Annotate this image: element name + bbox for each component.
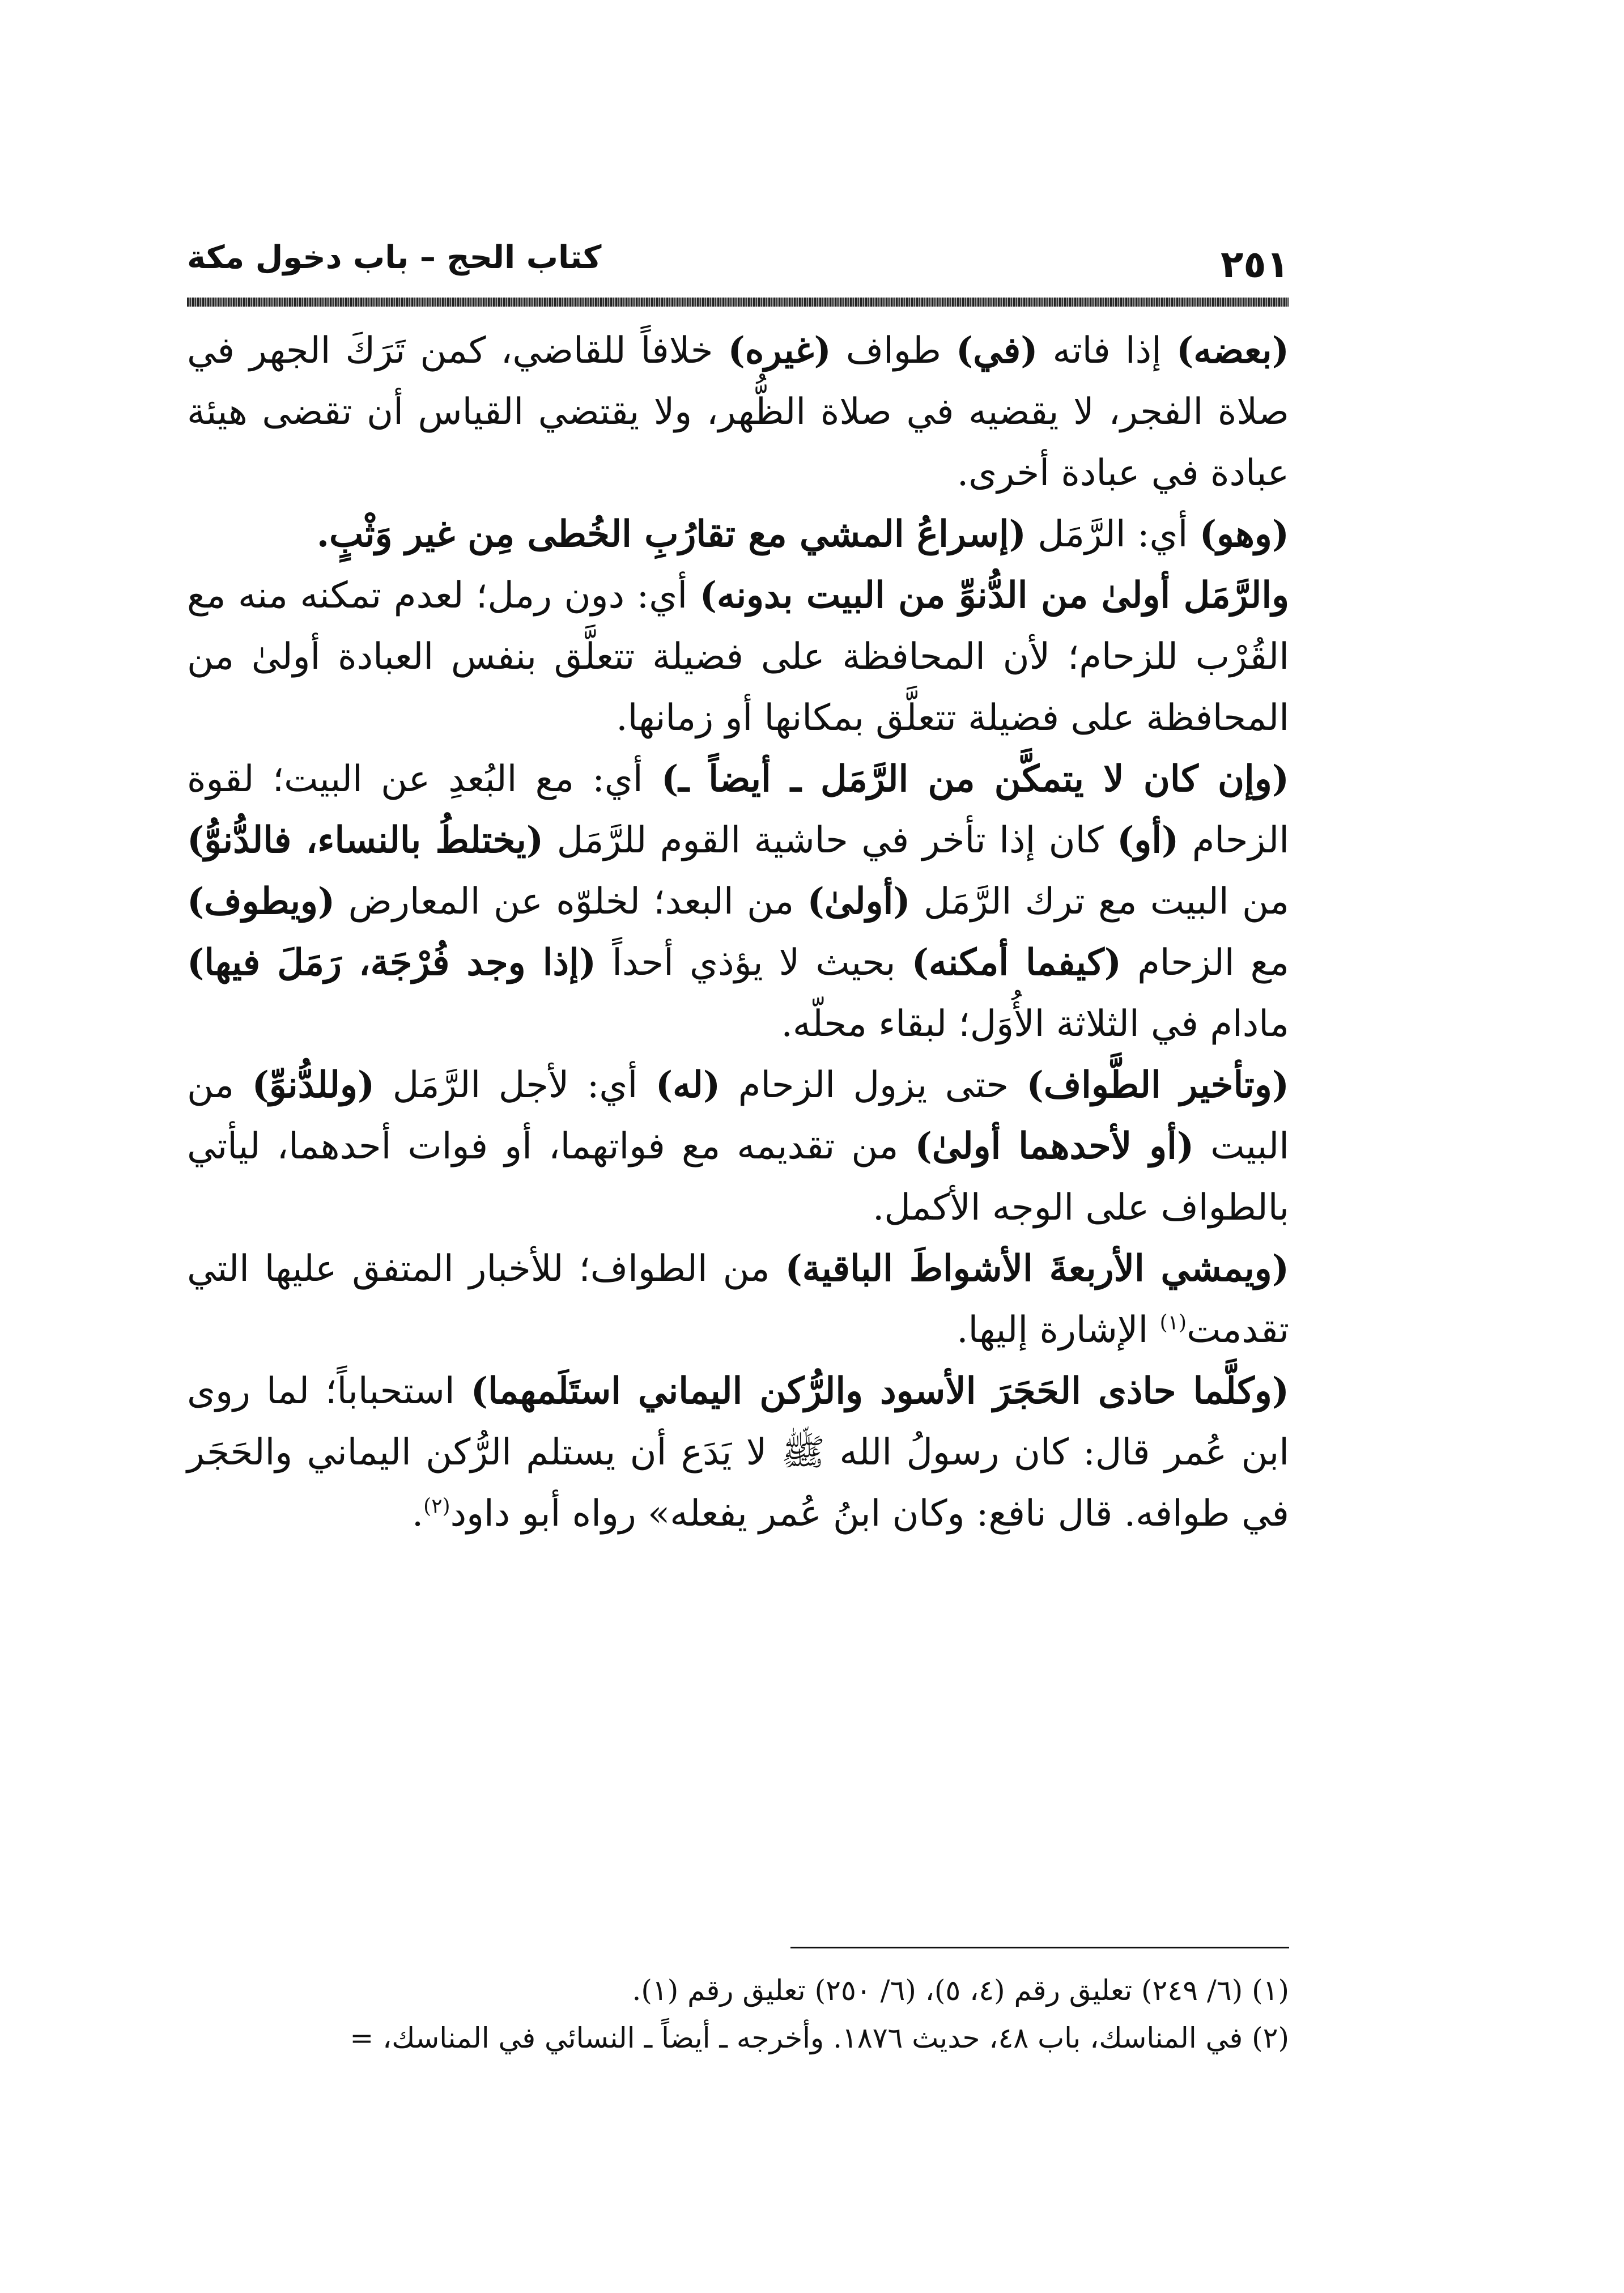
footnote-1: (١) (٦/ ٢٤٩) تعليق رقم (٤، ٥)، (٦/ ٢٥٠) تعليق رقم (١). [632, 1974, 1289, 2007]
commentary-text: كان إذا تأخر في حاشية القوم للرَّمَل [543, 819, 1117, 861]
commentary-text: أي: دون رمل؛ لعدم تمكنه منه مع القُرْب للزحام؛ لأن المحافظة على فضيلة تتعلَّق بنفس العبادة أولىٰ من المحافظة على فضيلة تتعلَّق بمكانها أو زمانها. [187, 575, 1289, 739]
matn-text: (أو لأحدهما أولىٰ) [915, 1125, 1194, 1167]
paragraph [187, 320, 1289, 504]
commentary-text: الإشارة إليها. [956, 1309, 1160, 1351]
commentary-text: مادام في الثلاثة الأُوَل؛ لبقاء محلّه. [781, 1003, 1289, 1045]
header-rule [187, 298, 1289, 307]
matn-text: (غيره) [728, 329, 831, 372]
footnotes [187, 1967, 1289, 2062]
footnote-marker: (١) [1159, 1311, 1187, 1335]
commentary-text: . [411, 1493, 424, 1535]
commentary-text: من تقديمه مع فواتهما، أو فوات أحدهما، ليأتي بالطواف على الوجه الأكمل. [187, 1126, 1289, 1229]
commentary-text: من البيت مع ترك الرَّمَل [910, 881, 1290, 923]
commentary-text: أي: الرَّمَل [1026, 513, 1200, 555]
commentary-text: من الطواف؛ للأخبار المتفق عليها التي تقدمت [187, 1248, 1289, 1351]
footnote-marker: (٢) [423, 1494, 450, 1518]
matn-text: (أو) [1117, 819, 1179, 861]
matn-text: (بعضه) [1176, 329, 1289, 372]
matn-text: (أولىٰ) [807, 880, 911, 923]
commentary-text: مع الزحام [1121, 942, 1290, 984]
running-title: كتاب الحج – باب دخول مكة [187, 239, 602, 276]
matn-text: (وهو) [1199, 513, 1289, 555]
matn-text: (وكلَّما حاذى الحَجَرَ الأسود والرُّكن اليماني استَلَمهما) [470, 1370, 1290, 1412]
paragraph [187, 504, 1289, 565]
matn-text: (ويطوف) [187, 880, 335, 923]
page-header [187, 232, 1289, 295]
paragraph [187, 1055, 1289, 1238]
matn-text: (ويمشي الأربعةَ الأشواطَ الباقية) [785, 1247, 1289, 1290]
commentary-text: من البعد؛ لخلوّه عن المعارض [335, 881, 807, 923]
commentary-text: حتى يزول الزحام [720, 1064, 1027, 1106]
paragraph [187, 749, 1289, 1055]
paragraph [187, 1361, 1289, 1544]
matn-text: (يختلطُ بالنساء، فالدُّنوُّ) [187, 819, 544, 861]
main-text [187, 320, 1289, 1544]
commentary-text: بحيث لا يؤذي أحداً [596, 942, 912, 984]
commentary-text: إذا فاته [1038, 330, 1176, 372]
matn-text: (إسراعُ المشي مع تقارُبِ الخُطى مِن غير وَثْبٍ. [316, 513, 1026, 555]
matn-text: (وإن كان لا يتمكَّن من الرَّمَل ـ أيضاً ـ) [661, 758, 1290, 800]
matn-text: (وللدُّنوِّ) [252, 1064, 375, 1106]
commentary-text: من البيت [187, 1064, 1290, 1167]
commentary-text: أي: مع البُعدِ عن البيت؛ لقوة الزحام [187, 758, 1290, 861]
paragraph [187, 565, 1289, 749]
commentary-text: استحباباً؛ لما روى ابن عُمر قال: كان رسولُ الله ﷺ لا يَدَع أن يستلم الرُّكن اليماني والحَجَر في طوافه. قال نافع: وكان ابنُ عُمر يفعله» رواه أبو داود [187, 1370, 1289, 1535]
matn-text: (وتأخير الطَّواف) [1026, 1064, 1289, 1106]
commentary-text: أي: لأجل الرَّمَل [375, 1064, 656, 1106]
page-number: ٢٥١ [1221, 243, 1289, 286]
commentary-text: خلافاً للقاضي، كمن تَرَكَ الجهر في صلاة الفجر، لا يقضيه في صلاة الظُّهر، ولا يقتضي القياس أن تقضى هيئة عبادة في عبادة أخرى. [187, 330, 1289, 494]
matn-text: (في) [955, 329, 1038, 372]
paragraph [187, 1238, 1289, 1361]
footnote-2: (٢) في المناسك، باب ٤٨، حديث ١٨٧٦. وأخرجه ـ أيضاً ـ النسائي في المناسك، = [350, 2022, 1289, 2054]
commentary-text: طواف [831, 330, 956, 372]
footnote-separator [790, 1947, 1289, 1948]
matn-text: (له) [655, 1064, 721, 1106]
matn-text: والرَّمَل أولىٰ من الدُّنوِّ من البيت بدونه) [699, 574, 1290, 617]
matn-text: (كيفما أمكنه) [911, 941, 1122, 984]
matn-text: (إذا وجد فُرْجَة، رَمَلَ فيها) [187, 941, 597, 984]
